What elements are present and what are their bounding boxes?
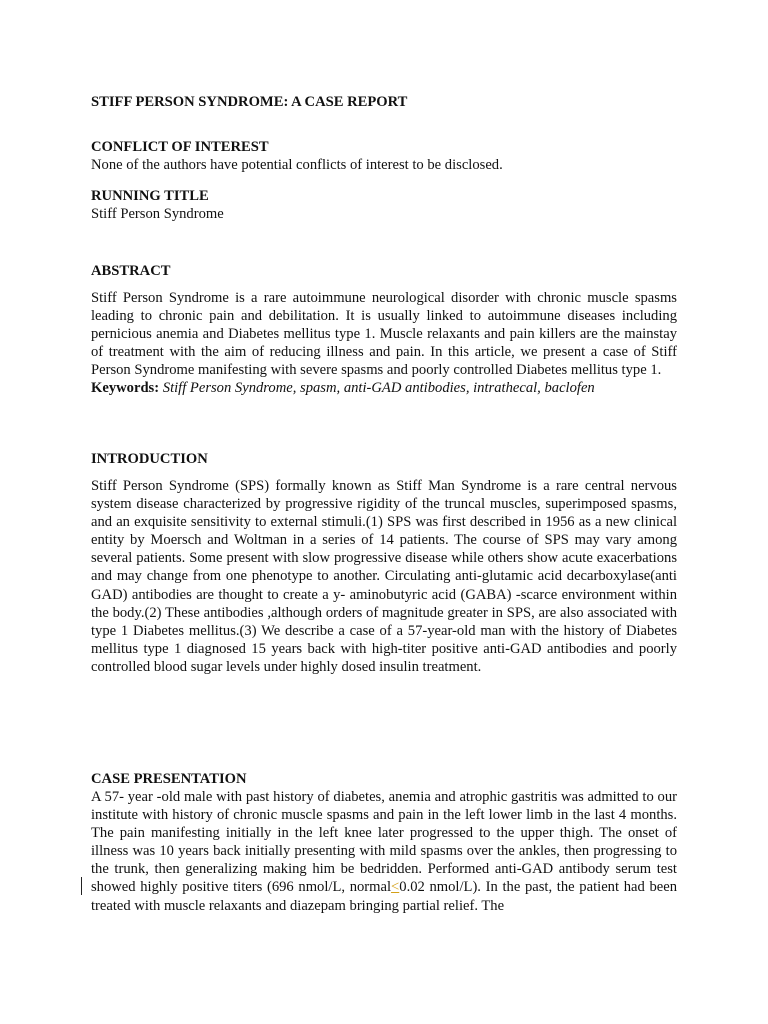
running-title-heading: RUNNING TITLE	[91, 188, 209, 204]
tracked-change-mark: <	[391, 879, 400, 896]
introduction-text: Stiff Person Syndrome (SPS) formally known as Stiff Man Syndrome is a rare central nervous system disease characterized by progressive rigidity of the truncal muscles, superimposed spasms, and an exquisite sensitivity to external stimuli.(1) SPS was first described in 1956 as a new clinical entity by Moersch and Woltman in a series of 14 patients. The course of SPS may vary among several patients. Some present with slow progressive disease while others show acute exacerbations and may change from one phenotype to another. Circulating anti-glutamic acid decarboxylase(anti GAD) antibodies are thought to create a y- aminobutyric acid (GABA) -scarce environment within the body.(2) These antibodies ,although orders of magnitude greater in SPS, are also associated with type 1 Diabetes mellitus.(3) We describe a case of a 57-year-old man with the history of Diabetes mellitus type 1 diagnosed 15 years back with high-titer positive anti-GAD antibodies and poorly controlled blood sugar levels under highly dosed insulin treatment.	[91, 478, 677, 675]
conflict-heading: CONFLICT OF INTEREST	[91, 139, 269, 155]
keywords-line	[91, 379, 677, 397]
change-bar	[81, 877, 82, 895]
case-text-part2: 0.02 nmol/L). In the past, the patient had been treated with muscle relaxants and diazepam bringing partial relief. The	[91, 879, 677, 914]
case-text	[91, 788, 677, 915]
introduction-heading: INTRODUCTION	[91, 451, 208, 467]
keywords-list: Stiff Person Syndrome, spasm, anti-GAD antibodies, intrathecal, baclofen	[162, 380, 595, 397]
running-title-text: Stiff Person Syndrome	[91, 206, 224, 222]
abstract-block	[91, 289, 677, 397]
case-text-part1: A 57- year -old male with past history of diabetes, anemia and atrophic gastritis was admitted to our institute with history of chronic muscle spasms and pain in the left lower limb in the last 4 months. The pain manifesting initially in the left knee later progressed to the upper thigh. The onset of illness was 10 years back initially presenting with mild spasms over the ankles, then progressing to the trunk, then generalizing making him be bedridden. Performed anti-GAD antibody serum test showed highly positive titers (696 nmol/L, normal	[91, 789, 677, 896]
keywords-label: Keywords:	[91, 380, 160, 397]
case-heading: CASE PRESENTATION	[91, 771, 247, 787]
conflict-text: None of the authors have potential conflicts of interest to be disclosed.	[91, 157, 503, 173]
abstract-text: Stiff Person Syndrome is a rare autoimmune neurological disorder with chronic muscle spasms leading to chronic pain and debilitation. It is usually linked to autoimmune diseases including pernicious anemia and Diabetes mellitus type 1. Muscle relaxants and pain killers are the mainstay of treatment with the aim of reducing illness and pain. In this article, we present a case of Stiff Person Syndrome manifesting with severe spasms and poorly controlled Diabetes mellitus type 1.	[91, 290, 677, 379]
abstract-heading: ABSTRACT	[91, 263, 171, 279]
document-title: STIFF PERSON SYNDROME: A CASE REPORT	[91, 94, 408, 110]
